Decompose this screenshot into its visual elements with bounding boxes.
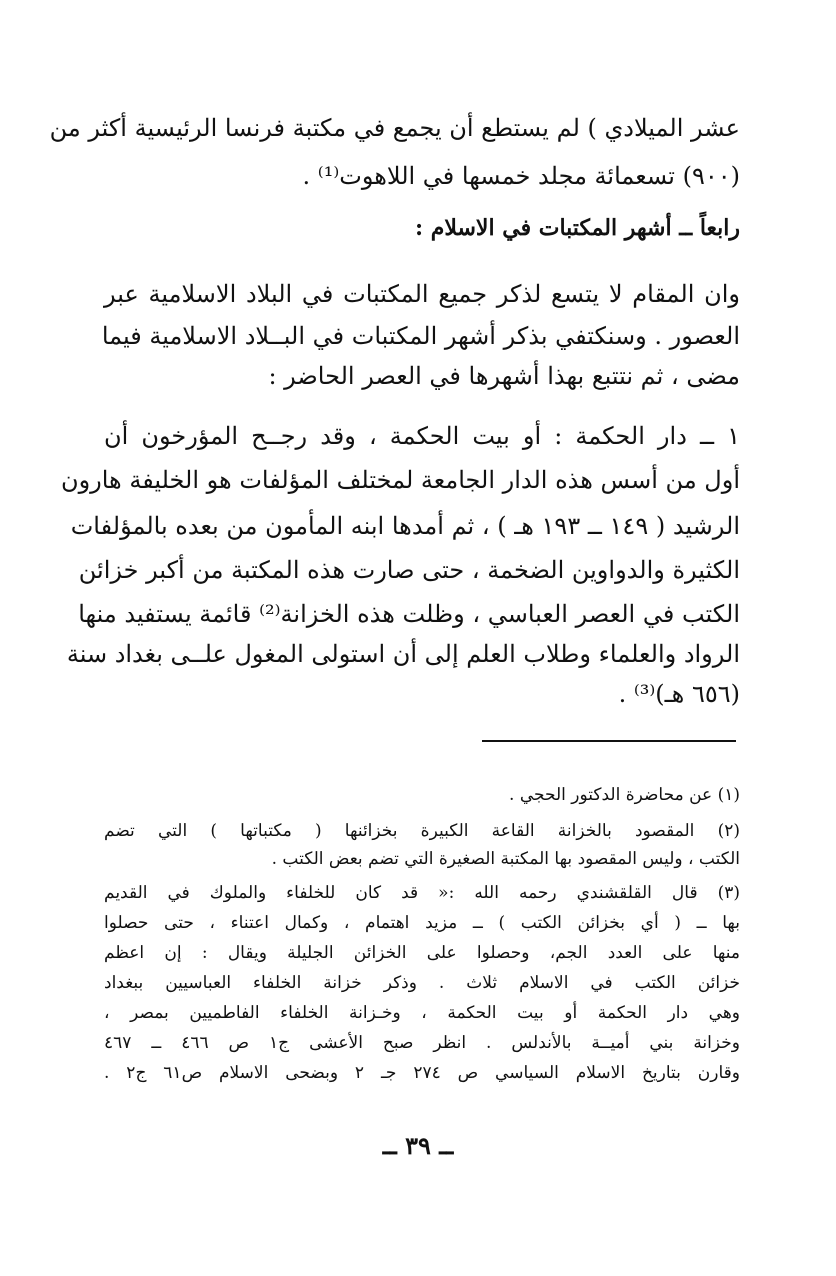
item-1-line-3: الرشيد ( ١٤٩ ــ ١٩٣ هـ ) ، ثم أمدها ابنه المأمون من بعده بالمؤلفات bbox=[70, 512, 740, 540]
item-1-line-6: الرواد والعلماء وطلاب العلم إلى أن استولى المغول علــى بغداد سنة bbox=[66, 640, 740, 668]
item-1-line-5: الكتب في العصر العباسي ، وظلت هذه الخزانة⁽²⁾ قائمة يستفيد منها bbox=[78, 600, 740, 628]
section-heading: رابعاً ــ أشهر المكتبات في الاسلام : bbox=[414, 215, 740, 241]
item-1-line-4: الكثيرة والدواوين الضخمة ، حتى صارت هذه المكتبة من أكبر خزائن bbox=[78, 556, 740, 584]
footnote-1: (١) عن محاضرة الدكتور الحجي . bbox=[509, 785, 740, 805]
footnote-3-line-1: (٣) قال القلقشندي رحمه الله :« قد كان للخلفاء والملوك في القديم bbox=[104, 883, 740, 903]
footnote-3-line-7: وقارن بتاريخ الاسلام السياسي ص ٢٧٤ جـ ٢ وبضحى الاسلام ص٦١ ج٢ . bbox=[104, 1063, 740, 1083]
footnote-3-line-4: خزائن الكتب في الاسلام ثلاث . وذكر خزانة الخلفاء العباسيين ببغداد bbox=[104, 973, 740, 993]
footnote-3-line-5: وهي دار الحكمة أو بيت الحكمة ، وخـزانة الخلفاء الفاطميين بمصر ، bbox=[104, 1003, 740, 1023]
item-1-line-7: (٦٥٦ هـ)⁽³⁾ . bbox=[618, 680, 740, 708]
footnote-separator bbox=[482, 740, 736, 742]
footnote-2-line-1: (٢) المقصود بالخزانة القاعة الكبيرة بخزائنها ( مكتباتها ) التي تضم bbox=[104, 821, 740, 841]
intro-paragraph-line-3: مضى ، ثم نتتبع بهذا أشهرها في العصر الحاضر : bbox=[268, 362, 740, 390]
item-1-line-2: أول من أسس هذه الدار الجامعة لمختلف المؤلفات هو الخليفة هارون bbox=[60, 466, 740, 494]
footnote-3-line-3: منها على العدد الجم، وحصلوا على الخزائن الجليلة ويقال : إن اعظم bbox=[104, 943, 740, 963]
intro-paragraph-line-2: العصور . وسنكتفي بذكر أشهر المكتبات في البــلاد الاسلامية فيما bbox=[101, 322, 740, 350]
footnote-2-line-2: الكتب ، وليس المقصود بها المكتبة الصغيرة التي تضم بعض الكتب . bbox=[271, 849, 740, 869]
intro-paragraph-line-1: وان المقام لا يتسع لذكر جميع المكتبات في البلاد الاسلامية عبر bbox=[104, 280, 740, 308]
item-1-line-1: ١ ــ دار الحكمة : أو بيت الحكمة ، وقد رجــح المؤرخون أن bbox=[104, 422, 740, 450]
footnote-3-line-6: وخزانة بني أميــة بالأندلس . انظر صبح الأعشى ج١ ص ٤٦٦ ــ ٤٦٧ bbox=[104, 1033, 740, 1053]
footnote-3-line-2: بها ــ ( أي بخزائن الكتب ) ــ مزيد اهتمام ، وكمال اعتناء ، حتى حصلوا bbox=[104, 913, 740, 933]
top-paragraph-line-2: (٩٠٠) تسعمائة مجلد خمسها في اللاهوت⁽¹⁾ . bbox=[302, 162, 740, 190]
top-paragraph-line-1: عشر الميلادي ) لم يستطع أن يجمع في مكتبة فرنسا الرئيسية أكثر من bbox=[49, 114, 740, 142]
page-number: ــ ٣٩ ــ bbox=[382, 1131, 454, 1160]
